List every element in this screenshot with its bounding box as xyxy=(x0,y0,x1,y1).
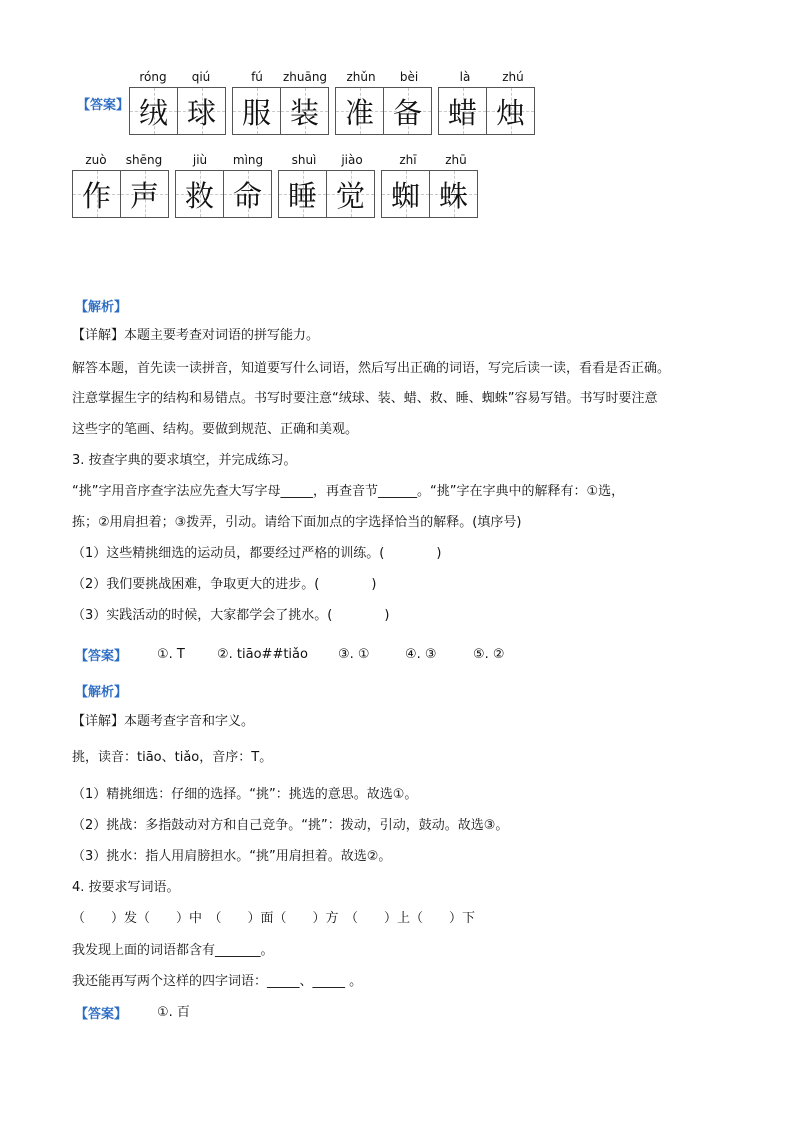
pinyin-row-1 xyxy=(129,70,537,84)
analysis-tag: 【解析】 xyxy=(75,685,128,700)
answer-tag: 【答案】 xyxy=(75,649,128,664)
char-cell: 觉 xyxy=(326,171,374,217)
explanation-line: （1）精挑细选：仔细的选择。“挑”：挑选的意思。故选①。 xyxy=(72,787,418,802)
char-cell: 绒 xyxy=(130,88,177,134)
pinyin: qiú xyxy=(191,70,211,84)
char-cell: 命 xyxy=(223,171,271,217)
pinyin: shuì xyxy=(291,153,317,167)
word-box xyxy=(72,170,169,218)
word-box xyxy=(438,87,535,135)
analysis-paragraph: 注意掌握生字的结构和易错点。书写时要注意“绒球、装、蜡、救、睡、蜘蛛”容易写错。书写时要注意 xyxy=(72,391,658,406)
pinyin: shēng xyxy=(125,153,163,167)
pinyin: zhǔn xyxy=(346,70,376,84)
question-item: （1）这些精挑细选的运动员，都要经过严格的训练。( ) xyxy=(72,546,442,561)
question-title: 3. 按查字典的要求填空，并完成练习。 xyxy=(72,453,297,468)
answer-item: ①. 百 xyxy=(157,1005,190,1020)
answer-item: ③. ① xyxy=(338,647,370,662)
pinyin: bèi xyxy=(399,70,419,84)
char-cell: 蜘 xyxy=(382,171,429,217)
pinyin: zhū xyxy=(445,153,467,167)
answer-item: ①. T xyxy=(157,647,185,662)
char-cell: 备 xyxy=(383,88,431,134)
pinyin: mìng xyxy=(232,153,264,167)
detail-line: 【详解】本题考查字音和字义。 xyxy=(72,714,255,729)
explanation-line: （2）挑战：多指鼓动对方和自己竞争。“挑”：拨动，引动，鼓动。故选③。 xyxy=(72,818,509,833)
char-grid-row-1 xyxy=(129,87,535,135)
detail-line: 【详解】本题主要考查对词语的拼写能力。 xyxy=(72,328,320,343)
analysis-tag: 【解析】 xyxy=(75,300,128,315)
char-cell: 准 xyxy=(336,88,383,134)
question-text: （ ）发（ ）中 （ ）面（ ）方 （ ）上（ ）下 xyxy=(72,911,476,926)
word-box xyxy=(232,87,329,135)
char-cell: 服 xyxy=(233,88,280,134)
pinyin: róng xyxy=(139,70,167,84)
question-text: 拣；②用肩担着；③拨弄，引动。请给下面加点的字选择恰当的解释。(填序号) xyxy=(72,515,522,530)
pinyin: là xyxy=(459,70,471,84)
analysis-paragraph: 解答本题，首先读一读拼音，知道要写什么词语，然后写出正确的词语，写完后读一读，看看是否正确。 xyxy=(72,361,671,376)
char-cell: 声 xyxy=(120,171,168,217)
answer-item: ④. ③ xyxy=(405,647,437,662)
answer-tag: 【答案】 xyxy=(75,1007,128,1022)
word-box xyxy=(381,170,478,218)
question-text: “挑”字用音序查字法应先查大写字母_____，再查音节______。“挑”字在字典中的解释有：①选， xyxy=(72,484,625,499)
question-text: 我还能再写两个这样的四字词语：_____、_____ 。 xyxy=(72,974,363,989)
char-cell: 装 xyxy=(280,88,328,134)
question-item: （3）实践活动的时候，大家都学会了挑水。( ) xyxy=(72,608,390,623)
char-cell: 睡 xyxy=(279,171,326,217)
word-box xyxy=(129,87,226,135)
char-cell: 烛 xyxy=(486,88,534,134)
explanation-line: （3）挑水：指人用肩膀担水。“挑”用肩担着。故选②。 xyxy=(72,849,392,864)
pinyin: fú xyxy=(251,70,263,84)
pinyin: zhī xyxy=(399,153,417,167)
pinyin: zuò xyxy=(85,153,107,167)
analysis-paragraph: 这些字的笔画、结构。要做到规范、正确和美观。 xyxy=(72,422,359,437)
reading-line: 挑，读音：tiāo、tiǎo，音序：T。 xyxy=(72,750,273,765)
answer-item: ②. tiāo##tiǎo xyxy=(217,647,308,662)
pinyin: jiào xyxy=(341,153,363,167)
answer-tag: 【答案】 xyxy=(77,98,130,113)
pinyin: zhuāng xyxy=(282,70,328,84)
pinyin: zhú xyxy=(502,70,524,84)
char-cell: 蜡 xyxy=(439,88,486,134)
char-cell: 作 xyxy=(73,171,120,217)
word-box xyxy=(278,170,375,218)
question-text: 我发现上面的词语都含有_______。 xyxy=(72,943,274,958)
char-cell: 球 xyxy=(177,88,225,134)
char-cell: 救 xyxy=(176,171,223,217)
question-item: （2）我们要挑战困难，争取更大的进步。( ) xyxy=(72,577,377,592)
pinyin: jiù xyxy=(192,153,208,167)
answer-item: ⑤. ② xyxy=(473,647,505,662)
char-grid-row-2 xyxy=(72,170,478,218)
pinyin-row-2 xyxy=(72,153,480,167)
char-cell: 蛛 xyxy=(429,171,477,217)
word-box xyxy=(175,170,272,218)
question-title: 4. 按要求写词语。 xyxy=(72,880,180,895)
word-box xyxy=(335,87,432,135)
